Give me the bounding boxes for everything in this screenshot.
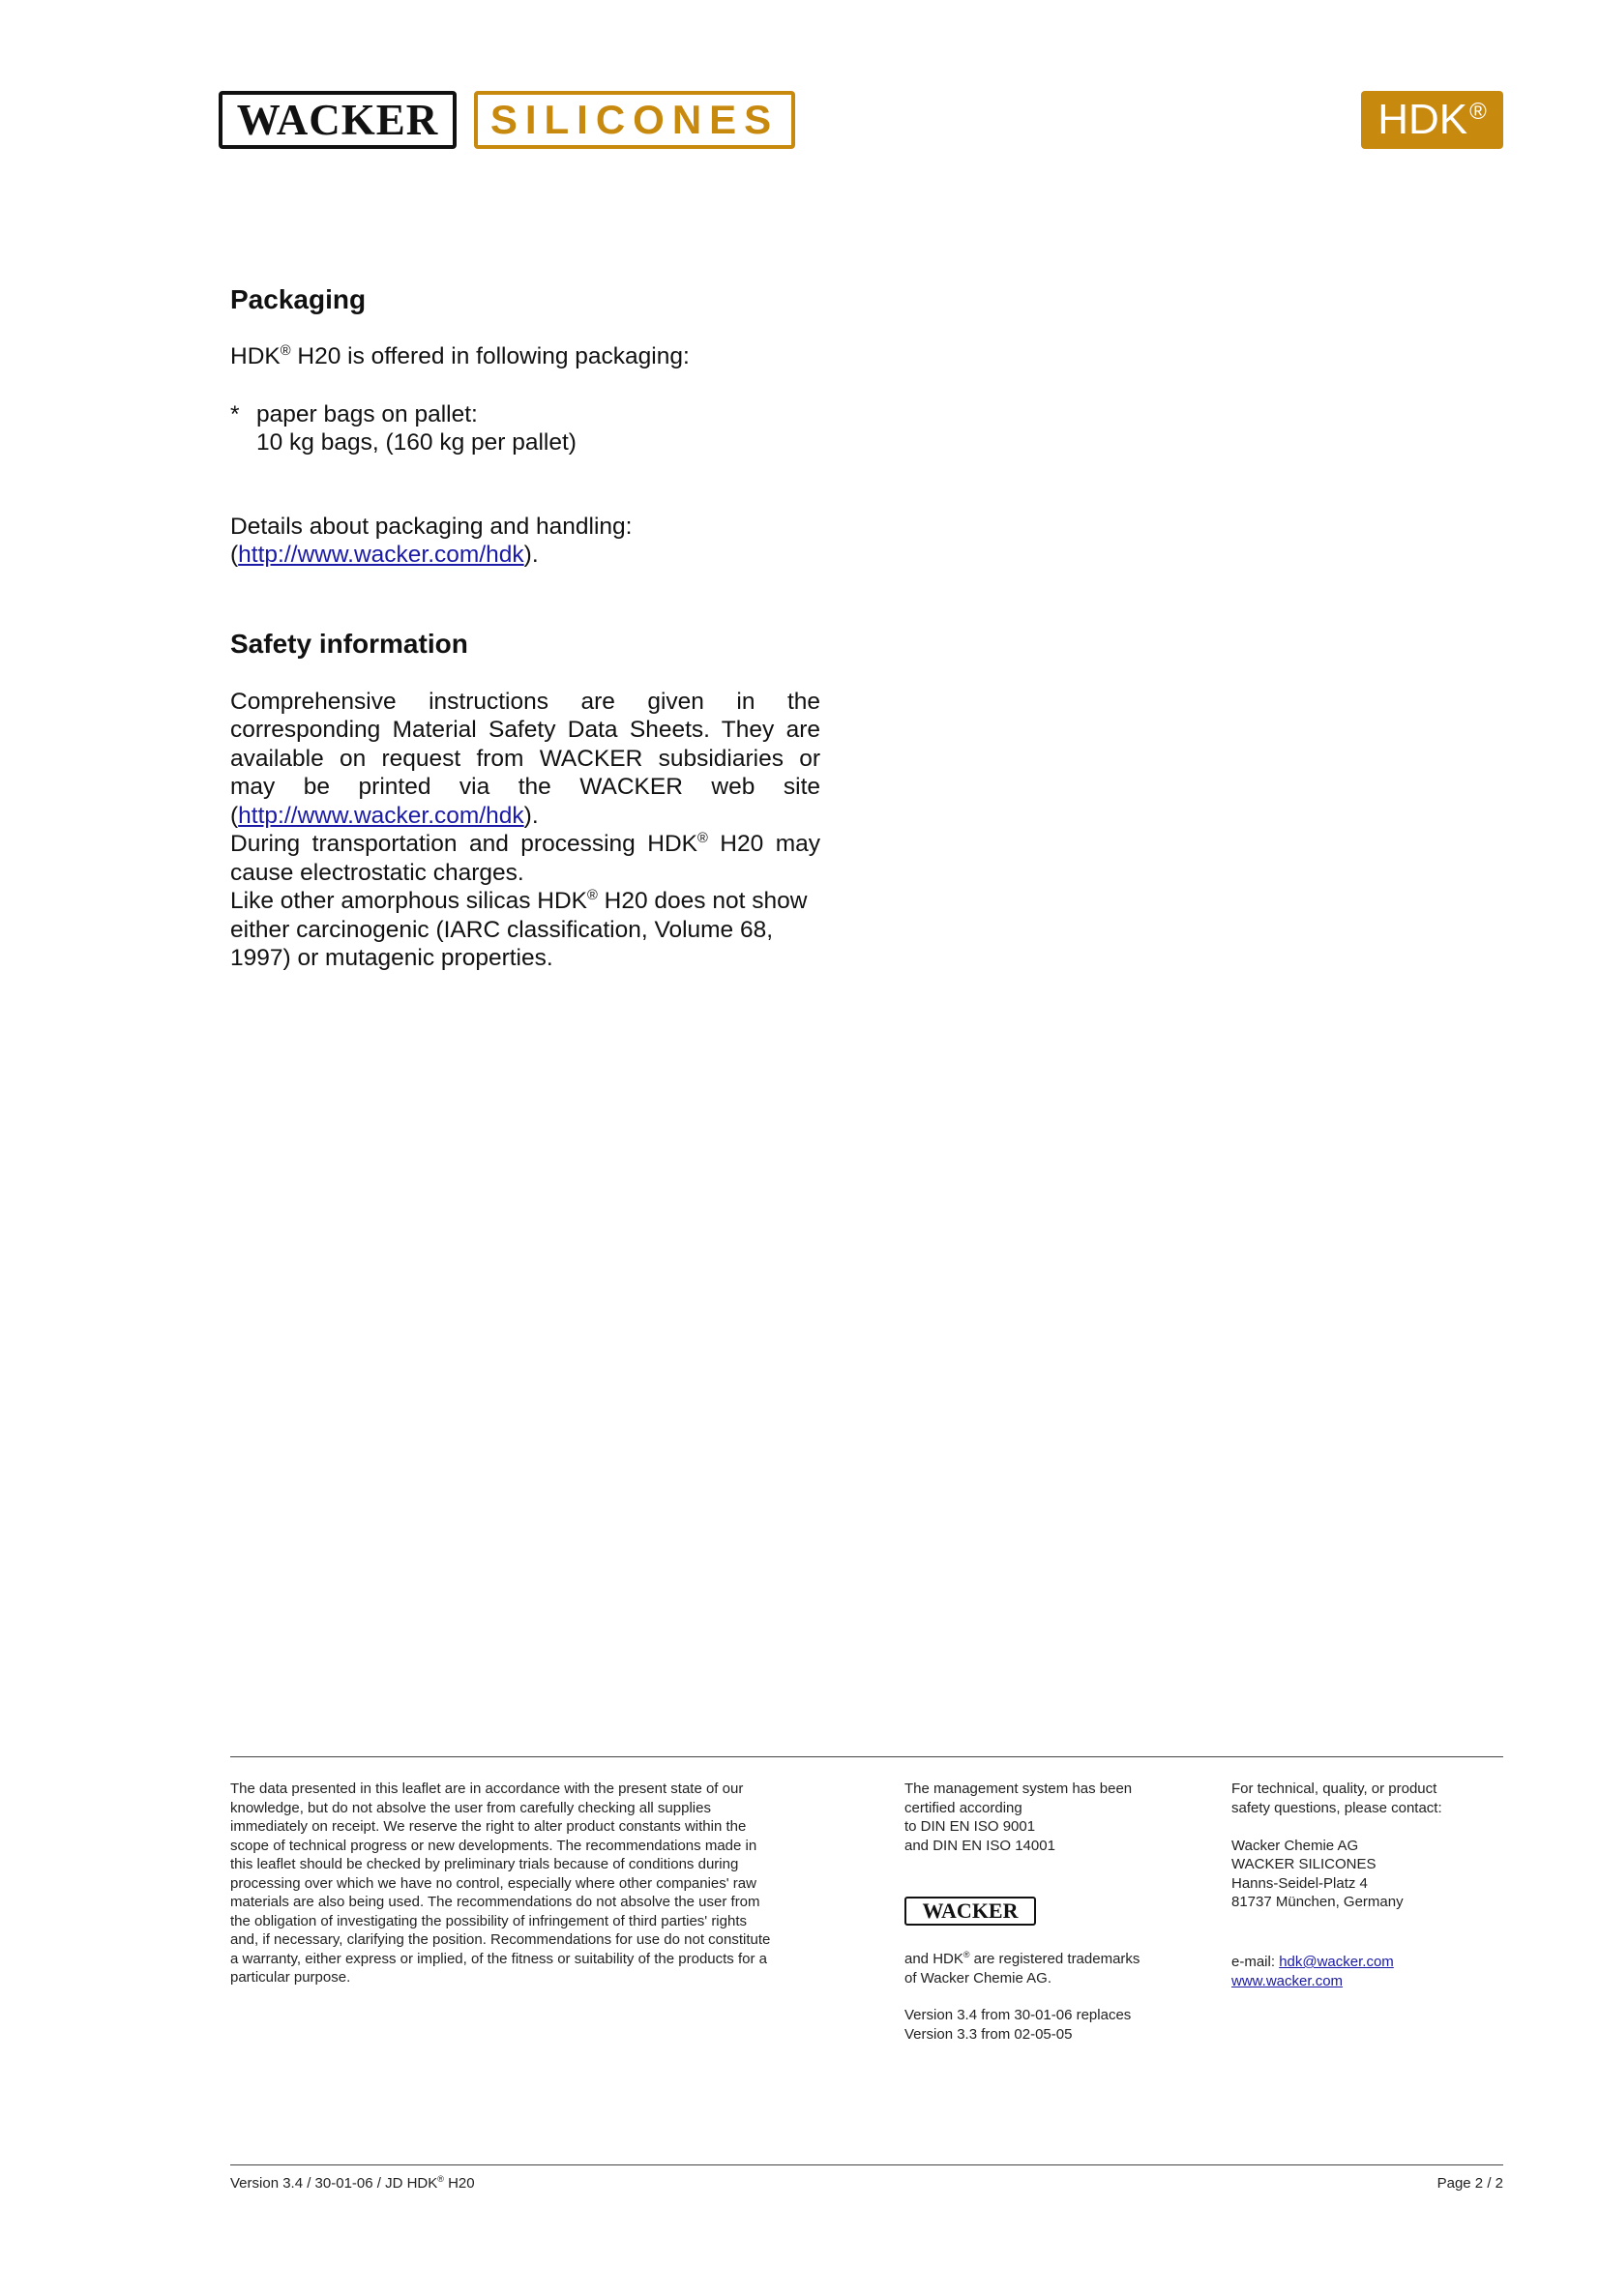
trademark-note <box>904 1950 1140 1987</box>
bullet-mark: * <box>230 401 240 427</box>
page-footer-divider <box>230 2164 1503 2165</box>
footer-divider <box>230 1756 1503 1757</box>
mgmt-line: The management system has been <box>904 1781 1133 1797</box>
safety-line-6-post: H20 may <box>707 831 820 857</box>
disclaimer-line: the obligation of investigating the possibility of infringement of third parties' rights <box>230 1912 747 1929</box>
details-label: Details about packaging and handling: <box>230 514 633 540</box>
disclaimer-line: The data presented in this leaflet are in accordance with the present state of our <box>230 1781 744 1797</box>
safety-line-10: 1997) or mutagenic properties. <box>230 945 553 971</box>
packaging-intro-reg: ® <box>280 342 291 359</box>
contact-line: safety questions, please contact: <box>1231 1799 1442 1816</box>
details-link[interactable]: http://www.wacker.com/hdk <box>238 542 524 568</box>
safety-line-3: available on request from WACKER subsidiaries or <box>230 746 820 772</box>
disclaimer-line: and, if necessary, clarifying the position. Recommendations for use do not constitute <box>230 1931 771 1948</box>
hdk-logo-reg: ® <box>1469 99 1487 125</box>
safety-line-7: cause electrostatic charges. <box>230 860 524 886</box>
version-note <box>904 2006 1131 2044</box>
tm-pre: and HDK <box>904 1951 963 1967</box>
safety-link-open: ( <box>230 803 239 829</box>
disclaimer-line: knowledge, but do not absolve the user from carefully checking all supplies <box>230 1799 711 1816</box>
silicones-logo: SILICONES <box>474 91 795 149</box>
contact-block <box>1231 1780 1442 1912</box>
wacker-logo: WACKER <box>219 91 457 149</box>
city-address: 81737 München, Germany <box>1231 1894 1404 1910</box>
safety-line-6 <box>230 830 820 859</box>
email-line <box>1231 1953 1394 1972</box>
contact-line: For technical, quality, or product <box>1231 1781 1437 1797</box>
company-name: Wacker Chemie AG <box>1231 1837 1359 1854</box>
tm-post: are registered trademarks <box>969 1951 1140 1967</box>
trademark-line-2: of Wacker Chemie AG. <box>904 1969 1051 1987</box>
mgmt-line: and DIN EN ISO 14001 <box>904 1837 1055 1854</box>
disclaimer-line: scope of technical progress or new developments. The recommendations made in <box>230 1837 757 1854</box>
safety-link[interactable]: http://www.wacker.com/hdk <box>238 803 524 829</box>
safety-line-2: corresponding Material Safety Data Sheets. They are <box>230 717 820 743</box>
safety-line-6-reg: ® <box>696 830 708 846</box>
page-footer-version-reg: ® <box>437 2174 444 2184</box>
page-footer-version-post: H20 <box>443 2175 475 2192</box>
mgmt-line: certified according <box>904 1799 1022 1816</box>
email-link[interactable]: hdk@wacker.com <box>1279 1954 1394 1970</box>
bullet-line-2: 10 kg bags, (160 kg per pallet) <box>256 429 577 456</box>
safety-line-9: either carcinogenic (IARC classification, Volume 68, <box>230 917 774 943</box>
safety-line-5 <box>230 802 539 831</box>
packaging-heading: Packaging <box>230 284 367 314</box>
disclaimer-line: this leaflet should be checked by preliminary trials because of conditions during <box>230 1856 739 1872</box>
trademark-line-1 <box>904 1950 1140 1969</box>
packaging-intro-pre: HDK <box>230 343 281 369</box>
details-close: ). <box>523 542 539 568</box>
details-open: ( <box>230 542 239 568</box>
division-name: WACKER SILICONES <box>1231 1856 1377 1872</box>
management-system <box>904 1780 1132 1855</box>
version-line-2: Version 3.3 from 02-05-05 <box>904 2025 1073 2043</box>
street-address: Hanns-Seidel-Platz 4 <box>1231 1874 1368 1892</box>
bullet-line-1: paper bags on pallet: <box>256 401 478 427</box>
page-footer-version <box>230 2174 475 2193</box>
safety-line-8-pre: Like other amorphous silicas HDK <box>230 888 588 914</box>
hdk-logo <box>1361 91 1503 149</box>
disclaimer-line: materials are also being used. The recommendations do not absolve the user from <box>230 1894 760 1910</box>
hdk-logo-text: HDK <box>1377 96 1468 143</box>
safety-line-8 <box>230 887 807 916</box>
footer-wacker-logo: WACKER <box>904 1897 1036 1926</box>
mgmt-line: to DIN EN ISO 9001 <box>904 1818 1036 1835</box>
disclaimer-line: particular purpose. <box>230 1969 351 1986</box>
packaging-intro-post: H20 is offered in following packaging: <box>290 343 690 369</box>
page-footer-version-pre: Version 3.4 / 30-01-06 / JD HDK <box>230 2175 438 2192</box>
disclaimer-line: immediately on receipt. We reserve the right to alter product constants within the <box>230 1818 747 1835</box>
disclaimer-line: processing over which we have no control, especially where other companies' raw <box>230 1874 756 1892</box>
packaging-intro <box>230 342 690 371</box>
safety-line-1: Comprehensive instructions are given in the <box>230 689 820 715</box>
safety-heading: Safety information <box>230 629 468 659</box>
safety-line-8-reg: ® <box>587 887 598 903</box>
safety-line-8-post: H20 does not show <box>597 888 808 914</box>
contact-links <box>1231 1953 1394 1990</box>
page-number: Page 2 / 2 <box>1436 2175 1503 2192</box>
disclaimer-line: a warranty, either express or implied, of the fitness or suitability of the products for a <box>230 1950 767 1967</box>
safety-line-6-pre: During transportation and processing HDK <box>230 831 697 857</box>
version-line-1: Version 3.4 from 30-01-06 replaces <box>904 2007 1132 2023</box>
details-link-line <box>230 541 539 570</box>
safety-link-close: ). <box>523 803 539 829</box>
tm-reg: ® <box>962 1950 970 1959</box>
safety-line-4: may be printed via the WACKER web site <box>230 774 820 800</box>
disclaimer <box>230 1780 840 1987</box>
website-link[interactable]: www.wacker.com <box>1231 1972 1344 1989</box>
email-label: e-mail: <box>1231 1954 1280 1970</box>
